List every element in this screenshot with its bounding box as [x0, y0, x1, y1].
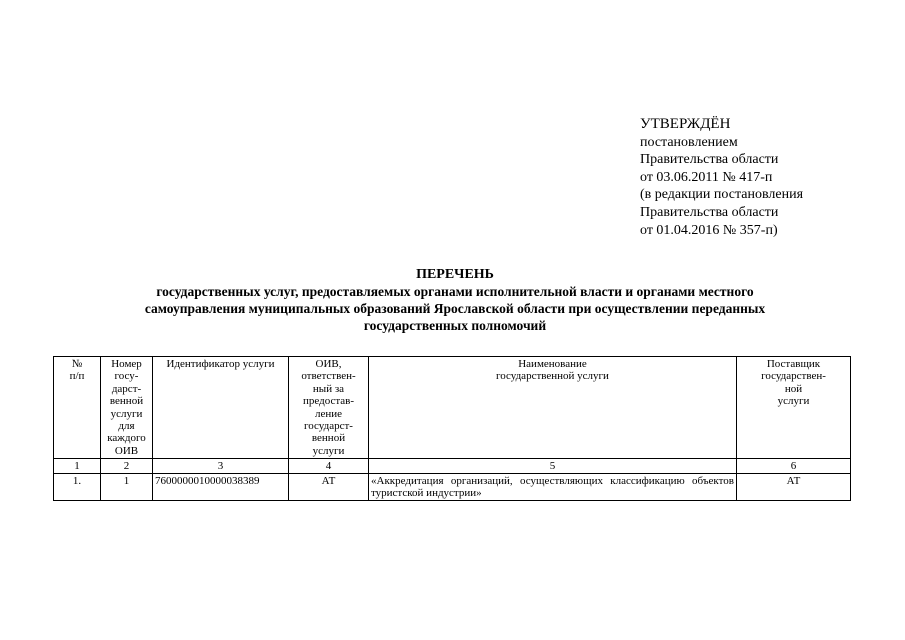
header-service-name: Наименование государственной услуги	[369, 357, 737, 459]
header-row-number: № п/п	[54, 357, 101, 459]
column-number: 3	[153, 459, 289, 473]
approval-line: постановлением	[640, 134, 738, 150]
column-number: 1	[54, 459, 101, 473]
column-number: 2	[101, 459, 153, 473]
approval-title: УТВЕРЖДЁН	[640, 116, 731, 132]
document-subtitle-line: государственных полномочий	[363, 318, 547, 333]
table-row	[54, 473, 851, 501]
oiv-number-cell: 1	[101, 473, 153, 501]
approval-line: от 01.04.2016 № 357-п)	[640, 222, 778, 238]
approval-line: Правительства области	[640, 204, 779, 220]
document-heading	[60, 266, 850, 334]
column-number-row	[54, 459, 851, 473]
document-title: ПЕРЕЧЕНЬ	[416, 267, 494, 282]
header-service-identifier: Идентификатор услуги	[153, 357, 289, 459]
document-subtitle-line: самоуправления муниципальных образований Ярославской области при осуществлении переданных	[144, 301, 766, 316]
header-oiv-number: Номер госу- дарст- венной услуги для каждого ОИВ	[101, 357, 153, 459]
service-name-cell: «Аккредитация организаций, осуществляющих классификацию объектов туристской индустрии»	[369, 473, 737, 501]
column-number: 6	[737, 459, 851, 473]
approval-line: от 03.06.2011 № 417-п	[640, 169, 773, 185]
approval-block	[640, 116, 803, 239]
responsible-oiv-cell: АТ	[289, 473, 369, 501]
approval-line: Правительства области	[640, 152, 779, 168]
header-service-provider: Поставщик государствен- ной услуги	[737, 357, 851, 459]
table-header-row	[54, 357, 851, 459]
service-identifier-cell: 7600000010000038389	[153, 473, 289, 501]
services-table	[53, 356, 851, 501]
approval-line: (в редакции постановления	[640, 187, 804, 203]
service-provider-cell: АТ	[737, 473, 851, 501]
row-number-cell: 1.	[54, 473, 101, 501]
document-subtitle-line: государственных услуг, предоставляемых органами исполнительной власти и органами местного	[156, 284, 754, 299]
header-responsible-oiv: ОИВ, ответствен- ный за предостав- ление государст- венной услуги	[289, 357, 369, 459]
column-number: 4	[289, 459, 369, 473]
column-number: 5	[369, 459, 737, 473]
